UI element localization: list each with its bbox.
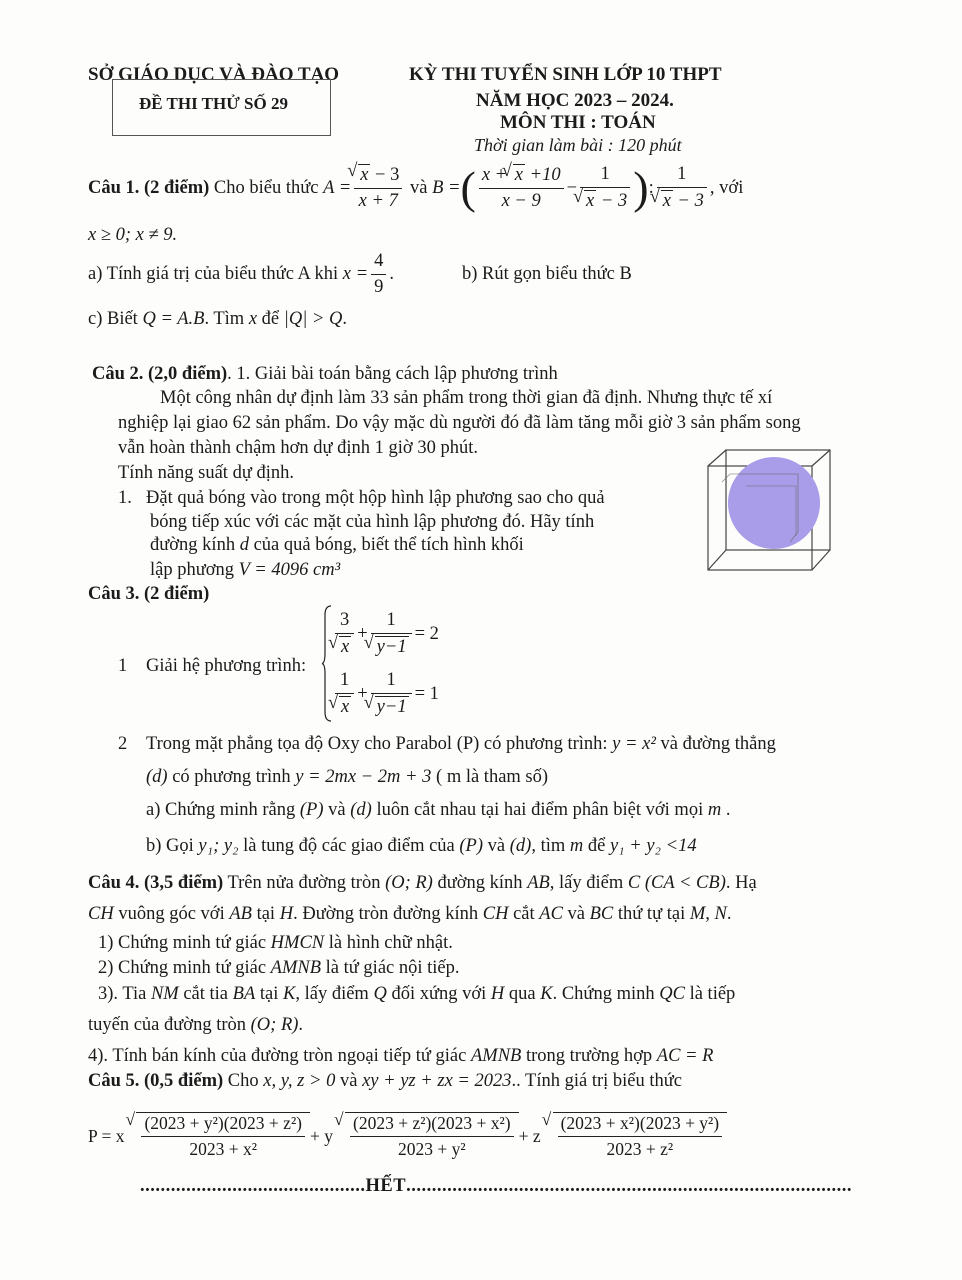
q3-e1-d2: √ y−1 — [375, 636, 409, 658]
q5-plus-y: + y — [310, 1125, 334, 1146]
q5-eq: xy + yz + zx = 2023 — [362, 1071, 512, 1091]
q4-l2g: . — [726, 904, 732, 924]
q4-l2c: . Đường tròn đường kính — [293, 904, 479, 924]
q4-l2-CH: CH — [88, 904, 114, 924]
q1-colon: : — [648, 177, 654, 198]
q4-s4a: 4). Tính bán kính của đường tròn ngoại tiếp tứ giác — [88, 1046, 467, 1066]
end-dots-right: ....................................................................................... — [406, 1176, 852, 1196]
q3-e1-d1: √ x — [339, 636, 351, 658]
q1-rparen: ) — [633, 162, 649, 213]
q3-a-text1: a) Chứng minh rằng — [146, 800, 296, 820]
q4-sub2 — [98, 958, 460, 979]
q5-t3-den: 2023 + z² — [606, 1139, 674, 1159]
q4-s4-q: AMNB — [470, 1046, 522, 1066]
q2-p2-d: d — [239, 535, 249, 555]
q3-a-dot: . — [725, 800, 731, 820]
q1-a-fraction — [371, 251, 386, 298]
q2-line3: vẫn hoàn thành chậm hơn dự định 1 giờ 30 phút. — [118, 438, 478, 458]
q4-l1c: , lấy điểm — [549, 873, 624, 893]
q4-s4b: trong trường hợp — [525, 1046, 653, 1066]
q4-s1b: là hình chữ nhật. — [328, 933, 453, 953]
q4-l2f: thứ tự tại — [617, 904, 686, 924]
q2-p2-num: 1. — [118, 488, 132, 508]
q5-expression — [88, 1103, 727, 1169]
q1-line — [88, 158, 743, 218]
q1-part-a — [88, 247, 394, 301]
q3-e1-plus: + — [357, 623, 368, 644]
q3-a-m: m — [707, 800, 722, 820]
q1-B-d2-sqrt: √ x — [584, 190, 596, 212]
q1-c-text1: c) Biết — [88, 309, 138, 329]
q3-b-y: y₁; y₂ — [198, 836, 239, 856]
exam-number-box — [112, 79, 331, 136]
q3-a-d: (d) — [350, 800, 372, 820]
q4-s3-Q: Q — [373, 984, 387, 1004]
q1-B-d3-sqrt: √ x — [661, 190, 673, 212]
q4-s3d: , lấy điểm — [295, 984, 369, 1004]
q4-label: Câu 4. (3,5 điểm) — [88, 873, 224, 893]
ball-in-cube-figure — [700, 446, 845, 576]
q3-b-text4: để — [587, 836, 606, 856]
q5-line1 — [88, 1071, 682, 1092]
q3-part-b — [146, 836, 697, 857]
q4-l1d: . Hạ — [725, 873, 757, 893]
q3-p2-parabola: y = x² — [612, 734, 656, 754]
q3-b-m: m — [569, 836, 584, 856]
q1-A-den: x + 7 — [358, 191, 398, 211]
q4-s4-cond: AC = R — [656, 1046, 714, 1066]
q5-b: .. Tính giá trị biểu thức — [511, 1071, 683, 1091]
end-label: HẾT — [365, 1176, 407, 1196]
q1-B-frac1 — [479, 164, 564, 212]
q5-plus-z: + z — [518, 1125, 541, 1146]
q4-s3-l2a: tuyến của đường tròn — [88, 1015, 247, 1035]
q1-B-d1: x − 9 — [501, 191, 541, 211]
q3-p2-line1a: Trong mặt phẳng tọa độ Oxy cho Parabol (P) có phương trình: — [146, 734, 608, 754]
q4-l2-MN: M, N — [689, 904, 727, 924]
q2-p2-line1: Đặt quả bóng vào trong một hộp hình lập phương sao cho quả — [146, 488, 605, 508]
q2-line4: Tính năng suất dự định. — [118, 463, 294, 483]
q5-and: và — [339, 1071, 358, 1091]
q2-heading — [92, 364, 558, 385]
q4-s3c: tại — [259, 984, 279, 1004]
q4-l1-AB: AB — [527, 873, 550, 893]
q1-B-n3: 1 — [657, 164, 707, 188]
q5-a: Cho — [227, 1071, 259, 1091]
q1-A-eq: A = — [323, 177, 352, 198]
q1-a-num: 4 — [371, 251, 386, 275]
q4-s3-K: K — [283, 984, 296, 1004]
q3-p1-num: 1 — [118, 656, 128, 676]
q3-b-text2: là tung độ các giao điểm của — [243, 836, 455, 856]
q3-e2-n2: 1 — [371, 670, 412, 694]
q4-s3-K2: K — [540, 984, 553, 1004]
q3-label: Câu 3. (2 điểm) — [88, 584, 210, 604]
q5-t1-num: √ (2023 + y²)(2023 + z²) — [141, 1113, 305, 1137]
q4-l2d: cắt — [513, 904, 535, 924]
q3-p2-line2b: ( m là tham số) — [436, 767, 549, 787]
q1-B-n1-sqrt: √ x — [513, 164, 525, 186]
q4-l2-BC: BC — [589, 904, 614, 924]
q2-p2-line3a: đường kính — [150, 535, 236, 555]
q4-l2a: vuông góc với — [118, 904, 225, 924]
q4-s3f: qua — [508, 984, 536, 1004]
q3-e1-n2: 1 — [371, 610, 412, 634]
q1-B-n1a: x + — [481, 165, 512, 185]
q1-c-math1: Q = A.B — [142, 309, 205, 329]
q3-e2-d2: √ y−1 — [375, 696, 409, 718]
q3-p2-line1 — [146, 734, 776, 755]
q4-line1 — [88, 873, 757, 894]
q4-sub3 — [98, 984, 735, 1005]
q3-p2-line2 — [146, 767, 548, 788]
q1-a-x: x = — [342, 263, 369, 284]
q4-l1a: Trên nửa đường tròn — [227, 873, 381, 893]
q1-c-text2: . Tìm — [204, 309, 245, 329]
q3-e2-n1: 1 — [335, 670, 354, 694]
q3-b-and: và — [487, 836, 506, 856]
subject-title: MÔN THI : TOÁN — [500, 112, 656, 133]
q4-s3e: đối xứng với — [391, 984, 487, 1004]
q1-A-fraction — [354, 164, 402, 212]
q3-e1-n1: 3 — [335, 610, 354, 634]
q3-e2-d1: √ x — [339, 696, 351, 718]
q4-l2-AC: AC — [539, 904, 563, 924]
q2-line1: Một công nhân dự định làm 33 sản phẩm trong thời gian đã định. Nhưng thực tế xí — [160, 388, 773, 408]
exam-title: KỲ THI TUYỂN SINH LỚP 10 THPT — [409, 64, 722, 85]
q1-B-eq: B = — [432, 177, 461, 198]
q1-part-b: b) Rút gọn biểu thức B — [462, 264, 632, 284]
q4-l1-OR: (O; R) — [385, 873, 433, 893]
q5-P: P = x — [88, 1125, 125, 1146]
q3-e2-rhs: = 1 — [414, 683, 439, 704]
q3-p2-d: (d) — [146, 767, 168, 787]
q3-b-text3: , tìm — [531, 836, 566, 856]
q1-c-dot: . — [342, 309, 348, 329]
q4-l2-CH2: CH — [482, 904, 509, 924]
q4-line2 — [88, 904, 731, 925]
q2-p2-line2: bóng tiếp xúc với các mặt của hình lập phương đó. Hãy tính — [150, 512, 595, 532]
q1-c-x: x — [248, 309, 258, 329]
q1-minus: − — [566, 177, 578, 198]
q5-t2-num: √ (2023 + z²)(2023 + x²) — [350, 1113, 514, 1137]
q3-p2-line-eq: y = 2mx − 2m + 3 — [295, 767, 432, 787]
q2-part1-title: . 1. Giải bài toán bằng cách lập phương trình — [227, 364, 558, 384]
q4-s3b: cắt tia — [183, 984, 229, 1004]
q4-s3-QC: QC — [659, 984, 685, 1004]
time-limit: Thời gian làm bài : 120 phút — [474, 135, 682, 155]
q3-p2-line2a: có phương trình — [172, 767, 291, 787]
q2-p2-line4a: lập phương — [150, 560, 235, 580]
q1-a-dot: . — [389, 263, 394, 284]
q1-B-d2-rest: − 3 — [596, 191, 628, 211]
q4-s3h: là tiếp — [689, 984, 736, 1004]
q4-l2e: và — [567, 904, 585, 924]
q2-p2-line3b: của quả bóng, biết thể tích hình khối — [253, 535, 524, 555]
q1-label: Câu 1. (2 điểm) — [88, 177, 210, 198]
q5-label: Câu 5. (0,5 điểm) — [88, 1071, 224, 1091]
q1-B-d3-rest: − 3 — [672, 191, 704, 211]
q1-A-num-rest: − 3 — [370, 165, 400, 185]
q2-label: Câu 2. (2,0 điểm) — [92, 364, 228, 384]
q4-l1b: đường kính — [437, 873, 523, 893]
q4-s2b: là tứ giác nội tiếp. — [325, 958, 460, 978]
q1-B-frac2 — [580, 164, 630, 212]
q1-a-den: 9 — [374, 276, 384, 297]
q4-s3a: 3). Tia — [98, 984, 147, 1004]
q1-lparen: ( — [460, 162, 476, 213]
q3-e2-plus: + — [357, 683, 368, 704]
q3-b-text1: b) Gọi — [146, 836, 194, 856]
q2-p2-volume: V = 4096 cm³ — [238, 560, 341, 580]
q1-c-math2: |Q| > Q — [283, 309, 343, 329]
q3-part-a — [146, 800, 730, 821]
end-dots-left: ............................................ — [140, 1176, 366, 1196]
q1-B-frac3 — [657, 164, 707, 212]
q4-sub1 — [98, 933, 453, 954]
ball — [728, 457, 820, 549]
q3-e1-rhs: = 2 — [414, 623, 439, 644]
q4-s3g: . Chứng minh — [552, 984, 655, 1004]
q3-b-ineq: y₁ + y₂ <14 — [609, 836, 697, 856]
q3-b-d: (d) — [509, 836, 532, 856]
q4-s2-q: AMNB — [270, 958, 322, 978]
exam-number-label: ĐỀ THI THỬ SỐ 29 — [139, 94, 288, 113]
q1-condition: x ≥ 0; x ≠ 9. — [88, 225, 178, 245]
q1-c-text3: để — [261, 309, 280, 329]
q1-B-n1b: +10 — [524, 165, 561, 185]
q3-p2-line1b: và đường thẳng — [660, 734, 776, 754]
q4-l2-AB: AB — [229, 904, 252, 924]
q1-a-text: a) Tính giá trị của biểu thức A khi — [88, 263, 339, 284]
q2-p2-line4 — [150, 560, 340, 581]
q3-a-P: (P) — [299, 800, 324, 820]
q4-l2b: tại — [256, 904, 276, 924]
q3-p2-num: 2 — [118, 734, 128, 754]
q3-eq2 — [332, 666, 439, 722]
q1-A-sqrt: √ x — [358, 164, 370, 186]
q4-s3-BA: BA — [232, 984, 256, 1004]
q3-a-text2: luôn cắt nhau tại hai điểm phân biệt với mọi — [376, 800, 704, 820]
q4-s3-dot: . — [298, 1015, 304, 1035]
q3-b-P: (P) — [459, 836, 484, 856]
department-title: SỞ GIÁO DỤC VÀ ĐÀO TẠO — [88, 64, 340, 85]
q1-B-n2: 1 — [580, 164, 630, 188]
q1-and: và — [409, 177, 428, 198]
q1-intro: Cho biểu thức — [213, 177, 319, 198]
q3-p1-text: Giải hệ phương trình: — [146, 656, 307, 676]
q5-t1-den: 2023 + x² — [189, 1139, 258, 1159]
q5-vars: x, y, z > 0 — [263, 1071, 336, 1091]
end-line — [140, 1176, 852, 1197]
q5-t3-num: √ (2023 + x²)(2023 + y²) — [558, 1113, 723, 1137]
q4-s1-q: HMCN — [270, 933, 325, 953]
q3-a-and: và — [328, 800, 346, 820]
q4-s3-H: H — [490, 984, 505, 1004]
q4-s3-NM: NM — [150, 984, 179, 1004]
q4-sub4 — [88, 1046, 713, 1067]
q4-sub3-line2 — [88, 1015, 303, 1036]
q2-p2-line3 — [150, 535, 524, 556]
q4-s3-OR: (O; R) — [250, 1015, 299, 1035]
q4-l2-H: H — [279, 904, 294, 924]
q3-eq1 — [332, 606, 439, 662]
q5-t2-den: 2023 + y² — [397, 1139, 466, 1159]
q1-part-c — [88, 309, 347, 330]
q4-s1a: 1) Chứng minh tứ giác — [98, 933, 267, 953]
school-year: NĂM HỌC 2023 – 2024. — [476, 90, 674, 111]
q1-with: , với — [709, 177, 744, 198]
q2-line2: nghiệp lại giao 62 sản phẩm. Do vậy mặc dù người đó đã làm tăng mỗi giờ 3 sản phẩm song — [118, 413, 801, 433]
q4-l1-C: C (CA < CB) — [627, 873, 726, 893]
q4-s2a: 2) Chứng minh tứ giác — [98, 958, 267, 978]
